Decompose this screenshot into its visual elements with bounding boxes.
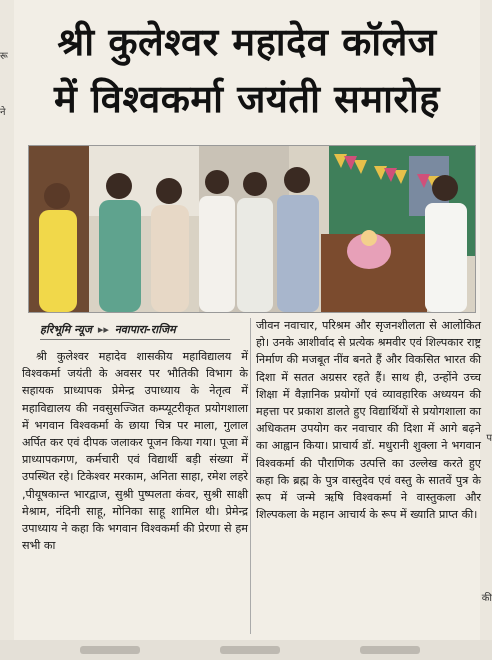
column-divider: [250, 318, 251, 634]
edge-fragment-left-top: रू: [0, 51, 8, 62]
adjacent-page-edge-right: [480, 0, 492, 660]
strip-mark: [220, 646, 280, 654]
edge-fragment-left-mid: ने: [0, 107, 6, 118]
edge-fragment-right-b: की: [481, 593, 492, 604]
byline: [40, 322, 230, 340]
byline-source: हरिभूमि न्यूज: [40, 323, 92, 336]
column-2-text: जीवन नवाचार, परिश्रम और सृजनशीलता से आलोकित हो। उनके आशीर्वाद से प्रत्येक श्रमवीर एवं शिल्पकार राष्ट्र निर्माण की मजबूत नींव बनते हैं और विकसित भारत की दिशा में सतत अग्रसर रहते हैं। साथ ही, उन्होंने उच्च शिक्षा में वैज्ञानिक प्रयोगों एवं व्यावहारिक अध्ययन की महत्ता पर प्रकाश डालते हुए विद्यार्थियों से प्रयोगशाला का अधिकतम उपयोग कर नवाचार की दिशा में आगे बढ़ने का आह्वान किया। प्राचार्य डॉ. मधुरानी शुक्ला ने भगवान विश्वकर्मा की पौराणिक उत्पत्ति का उल्लेख करते हुए कहा कि ब्रह्म के पुत्र वास्तुदेव एवं वस्तु के सातवें पुत्र के रूप में जन्मे ऋषि विश्वकर्मा ने वास्तुकला और शिल्पकला के महान आचार्य के रूप में ख्याति प्राप्त की।: [256, 319, 481, 522]
news-photo: [28, 145, 476, 313]
article-column-2: [256, 317, 481, 523]
headline-line-2: में विश्वकर्मा जयंती समारोह: [54, 77, 440, 121]
strip-mark: [360, 646, 420, 654]
bottom-page-strip: [0, 640, 492, 660]
byline-place: नवापारा-राजिम: [114, 323, 176, 336]
article-column-1: [22, 348, 248, 554]
adjacent-page-edge-left: [0, 0, 14, 660]
column-1-text: श्री कुलेश्वर महादेव शासकीय महाविद्यालय में विश्वकर्मा जयंती के अवसर पर भौतिकी विभाग के सहायक प्राध्यापक प्रेमेन्द्र उपाध्याय के नेतृत्व में महाविद्यालय की नवसुसज्जित कम्प्यूटरीकृत प्रयोगशाला में भगवान विश्वकर्मा के छाया चित्र पर माला, गुलाल अर्पित कर एवं दीपक जलाकर पूजन किया गया। पूजा में प्राध्यापकगण, कर्मचारी एवं विद्यार्थी बड़ी संख्या में उपस्थित रहे। टिकेश्वर मरकाम, अनिता साहा, रमेश लहरे ,पीयूषकान्त भारद्वाज, सुश्री पुष्पलता कंवर, सुश्री साक्षी मेश्राम, नंदिनी साहू, मोनिका साहू शामिल थी। प्रेमेन्द्र उपाध्याय ने कहा कि भगवान विश्वकर्मा की प्रेरणा से हम सभी का: [22, 350, 248, 553]
byline-arrow-icon: ▸▸: [97, 323, 109, 336]
headline-line-1: श्री कुलेश्वर महादेव कॉलेज: [57, 20, 437, 64]
edge-fragment-right-a: प: [486, 433, 492, 444]
strip-mark: [80, 646, 140, 654]
